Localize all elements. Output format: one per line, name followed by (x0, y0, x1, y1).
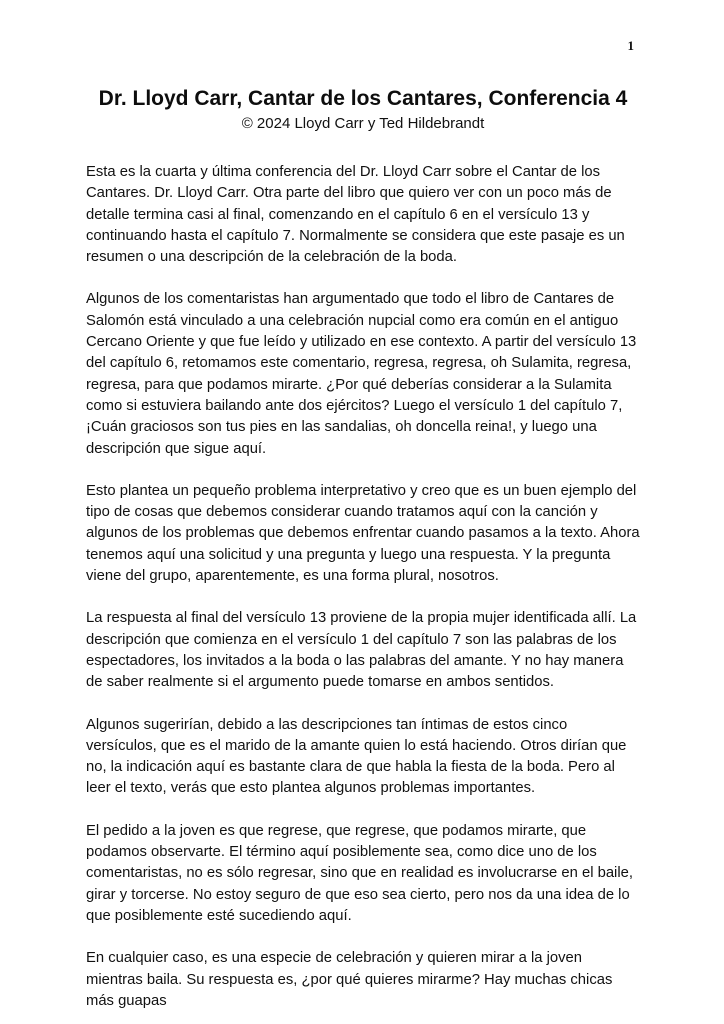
paragraph: Esto plantea un pequeño problema interpretativo y creo que es un buen ejemplo del tipo de cosas que debemos considerar cuando tratamos aquí con la canción y algunos de los problemas que debemos enfrentar cuando pasamos a la texto. Ahora tenemos aquí una solicitud y una pregunta y luego una respuesta. Y la pregunta viene del grupo, aparentemente, es una forma plural, nosotros. (86, 482, 640, 585)
paragraph: Esta es la cuarta y última conferencia del Dr. Lloyd Carr sobre el Cantar de los Cantares. Dr. Lloyd Carr. Otra parte del libro que quiero ver con un poco más de detalle termina casi al final, comenzando en el capítulo 6 en el versículo 13 y continuando hasta el capítulo 7. Normalmente se considera que este pasaje es un resumen o una descripción de la celebración de la boda. (86, 164, 625, 266)
paragraph: Algunos de los comentaristas han argumentado que todo el libro de Cantares de Salomón está vinculado a una celebración nupcial como era común en el antiguo Cercano Oriente y que fue leído y utilizado en ese contexto. A partir del versículo 13 del capítulo 6, retomamos este comentario, regresa, regresa, oh Sulamita, regresa, regresa, para que podamos mirarte. ¿Por qué deberías considerar a la Sulamita como si estuviera bailando ante dos ejércitos? Luego el versículo 1 del capítulo 7, ¡Cuán graciosos son tus pies en las sandalias, oh doncella reina!, y luego una descripción que sigue aquí. (86, 291, 637, 457)
paragraph: El pedido a la joven es que regrese, que regrese, que podamos mirarte, que podamos observarte. El término aquí posiblemente sea, como dice uno de los comentaristas, no es sólo regresar, sino que en realidad es involucrarse en el baile, girar y torcerse. No estoy seguro de que eso sea cierto, pero nos da una idea de lo que posiblemente esté sucediendo aquí. (86, 822, 633, 924)
paragraph: En cualquier caso, es una especie de celebración y quieren mirar a la joven mientras baila. Su respuesta es, ¿por qué quieres mirarme? Hay muchas chicas más guapas (86, 950, 613, 1009)
document-body (86, 162, 640, 1012)
document-title: Dr. Lloyd Carr, Cantar de los Cantares, Conferencia 4 (98, 87, 628, 110)
copyright-line: © 2024 Lloyd Carr y Ted Hildebrandt (241, 115, 485, 132)
paragraph: La respuesta al final del versículo 13 proviene de la propia mujer identificada allí. La descripción que comienza en el versículo 1 del capítulo 7 son las palabras de los espectadores, los invitados a la boda o las palabras del amante. Y no hay manera de saber realmente si el argumento puede tomarse en ambos sentidos. (86, 610, 637, 691)
paragraph: Algunos sugerirían, debido a las descripciones tan íntimas de estos cinco versículos, que es el marido de la amante quien lo está haciendo. Otros dirían que no, la indicación aquí es bastante clara de que habla la fiesta de la boda. Pero al leer el texto, verás que esto plantea algunos problemas importantes. (86, 716, 627, 797)
page-number: 1 (627, 38, 634, 53)
